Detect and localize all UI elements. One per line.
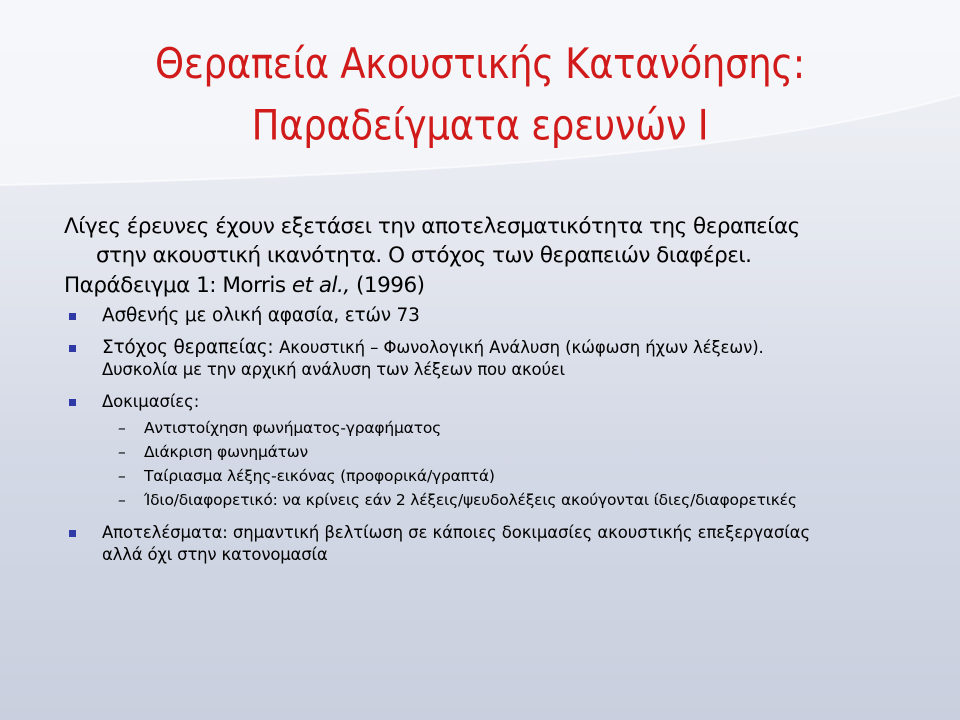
bullet-patient: [64, 305, 914, 327]
title-line-1: Θεραπεία Ακουστικής Κατανόησης:: [155, 39, 805, 88]
example-year: (1996): [349, 273, 425, 298]
sub-item-text: Αντιστοίχηση φωνήματος-γραφήματος: [144, 419, 442, 437]
bullet-goal-label: Στόχος θεραπείας:: [102, 337, 280, 358]
dash-icon: –: [118, 443, 126, 461]
bullet-square-icon: [69, 313, 76, 320]
bullet-results: [64, 522, 914, 566]
bullet-goal: [64, 337, 914, 381]
example-etal: et al.,: [291, 273, 350, 298]
sub-item-text: Διάκριση φωνημάτων: [144, 443, 308, 461]
bullet-tests: [64, 391, 914, 413]
example-heading: [64, 271, 914, 300]
title-line-2: Παραδείγματα ερευνών Ι: [251, 101, 709, 150]
bullet-tests-label: Δοκιμασίες:: [102, 392, 200, 411]
sub-item-text: Ταίριασμα λέξης-εικόνας (προφορικά/γραπτά): [144, 467, 495, 485]
sub-list-item: [118, 488, 914, 512]
sub-list-item: [118, 416, 914, 440]
dash-icon: –: [118, 467, 126, 485]
example-prefix: Παράδειγμα 1: Morris: [64, 273, 292, 298]
intro-paragraph: [64, 212, 914, 270]
sub-list-item: [118, 464, 914, 488]
bullet-patient-text: Ασθενής με ολική αφασία, ετών 73: [102, 305, 420, 326]
bullet-results-line-2: αλλά όχι στην κατονομασία: [102, 545, 328, 564]
dash-icon: –: [118, 491, 126, 509]
dash-icon: –: [118, 419, 126, 437]
bullet-results-line-1: Αποτελέσματα: σημαντική βελτίωση σε κάποιες δοκιμασίες ακουστικής επεξεργασίας: [102, 523, 811, 542]
intro-line-1: Λίγες έρευνες έχουν εξετάσει την αποτελεσματικότητα της θεραπείας: [64, 214, 800, 239]
bullet-square-icon: [69, 345, 76, 352]
bullet-goal-line-2: Δυσκολία με την αρχική ανάλυση των λέξεων που ακούει: [102, 360, 565, 379]
tests-sublist: [64, 416, 914, 512]
intro-line-2: στην ακουστική ικανότητα. Ο στόχος των θεραπειών διαφέρει.: [96, 243, 752, 268]
sub-item-text: Ίδιο/διαφορετικό: να κρίνεις εάν 2 λέξεις/ψευδολέξεις ακούγονται ίδιες/διαφορετικές: [144, 491, 797, 509]
slide-title: [0, 33, 960, 156]
bullet-goal-detail: Ακουστική – Φωνολογική Ανάλυση (κώφωση ήχων λέξεων).: [279, 338, 764, 357]
sub-list-item: [118, 440, 914, 464]
slide-body: [64, 212, 914, 566]
bullet-square-icon: [69, 530, 76, 537]
bullet-square-icon: [69, 399, 76, 406]
